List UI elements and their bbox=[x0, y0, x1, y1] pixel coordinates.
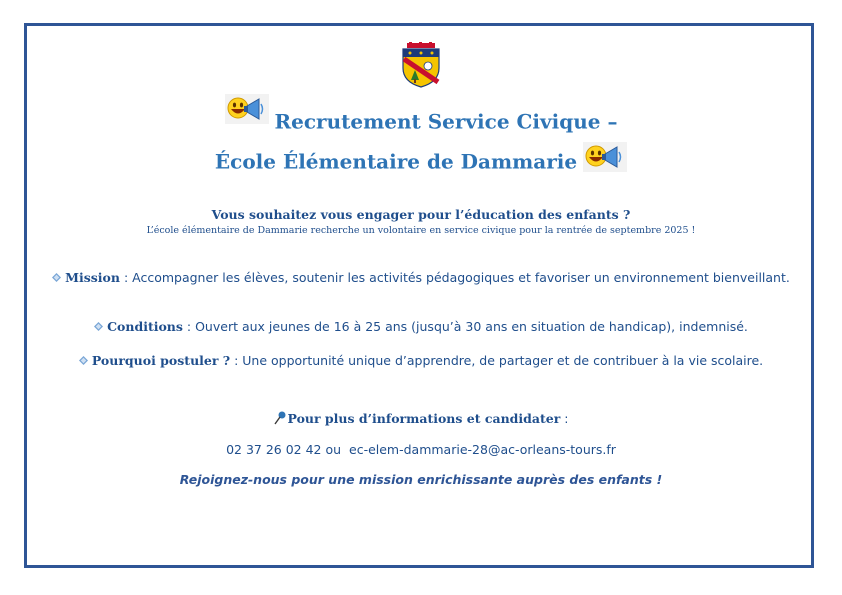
diamond-bullet-icon bbox=[52, 273, 61, 282]
phone-number[interactable]: 02 37 26 02 42 bbox=[226, 442, 322, 457]
why-apply-item bbox=[50, 352, 792, 369]
item-text: : Une opportunité unique d’apprendre, de partager et de contribuer à la vie scolaire. bbox=[230, 353, 764, 368]
diamond-bullet-icon bbox=[79, 356, 88, 365]
title-text-1: Recrutement Service Civique – bbox=[274, 109, 618, 134]
title-text-2: École Élémentaire de Dammarie bbox=[214, 149, 578, 174]
item-label: Mission bbox=[65, 270, 120, 285]
intro-question: Vous souhaitez vous engager pour l’éducation des enfants ? bbox=[211, 207, 631, 222]
title-line-1 bbox=[0, 108, 842, 138]
contact-heading-text: Pour plus d’informations et candidater bbox=[287, 411, 561, 426]
closing-line: Rejoignez-nous pour une mission enrichissante auprès des enfants ! bbox=[179, 472, 663, 487]
diamond-bullet-icon bbox=[94, 322, 103, 331]
email-link[interactable]: ec-elem-dammarie-28@ac-orleans-tours.fr bbox=[349, 442, 616, 457]
contact-heading-suffix: : bbox=[560, 411, 569, 426]
item-label: Pourquoi postuler ? bbox=[91, 353, 231, 368]
smiley-megaphone-icon bbox=[583, 142, 627, 172]
item-label: Conditions bbox=[107, 319, 183, 334]
item-text: : Accompagner les élèves, soutenir les activités pédagogiques et favoriser un environnement bienveillant. bbox=[119, 270, 790, 285]
pushpin-icon bbox=[274, 411, 286, 425]
title-line-2 bbox=[0, 148, 842, 178]
contact-separator: ou bbox=[321, 442, 349, 457]
conditions-item bbox=[50, 318, 792, 335]
smiley-megaphone-icon bbox=[225, 94, 269, 124]
contact-heading bbox=[0, 411, 842, 427]
mission-item bbox=[50, 269, 792, 286]
intro-subtitle: L’école élémentaire de Dammarie recherche un volontaire en service civique pour la rentrée de septembre 2025 ! bbox=[146, 225, 696, 236]
municipal-crest-icon bbox=[401, 42, 441, 88]
contact-details bbox=[0, 442, 842, 457]
item-text: : Ouvert aux jeunes de 16 à 25 ans (jusqu’à 30 ans en situation de handicap), indemnisé. bbox=[182, 319, 748, 334]
